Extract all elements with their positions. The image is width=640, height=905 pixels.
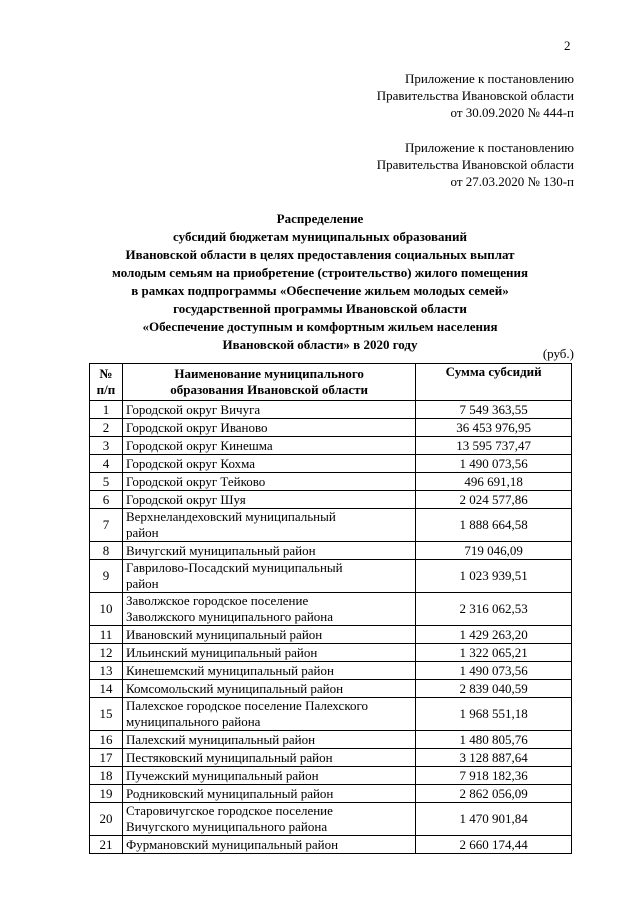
municipality-name-line: Комсомольский муниципальный район <box>125 680 344 696</box>
title-line: «Обеспечение доступным и комфортным жильем населения <box>142 319 498 334</box>
municipality-name-line: Заволжское городское поселение <box>125 593 309 608</box>
municipality-name-line: Родниковский муниципальный район <box>125 785 334 801</box>
row-number: 1 <box>90 401 123 419</box>
header-line: № <box>99 366 113 381</box>
municipality-name <box>122 731 415 749</box>
municipality-name <box>122 509 415 542</box>
municipality-name <box>122 767 415 785</box>
currency-unit: (руб.) <box>542 346 574 361</box>
row-number: 6 <box>90 491 123 509</box>
subsidy-amount: 2 862 056,09 <box>416 785 572 803</box>
header-line: Наименование муниципального <box>174 366 364 381</box>
table-body <box>90 401 572 854</box>
municipality-name-line: Городской округ Кохма <box>125 455 256 471</box>
subsidy-amount: 2 839 040,59 <box>416 680 572 698</box>
municipality-name <box>122 680 415 698</box>
municipality-name <box>122 644 415 662</box>
table-header-row <box>90 364 572 401</box>
table-row <box>90 626 572 644</box>
municipality-name <box>122 491 415 509</box>
table-row <box>90 560 572 593</box>
table-row <box>90 803 572 836</box>
municipality-name <box>122 455 415 473</box>
title-line: субсидий бюджетам муниципальных образований <box>173 229 467 244</box>
municipality-name <box>122 401 415 419</box>
row-number: 10 <box>90 593 123 626</box>
title-line: в рамках подпрограммы «Обеспечение жильем молодых семей» <box>131 283 509 298</box>
header-municipality <box>122 364 415 401</box>
subsidy-amount: 2 024 577,86 <box>416 491 572 509</box>
row-number: 17 <box>90 749 123 767</box>
municipality-name-line: Пестяковский муниципальный район <box>125 749 333 765</box>
subsidy-amount: 13 595 737,47 <box>416 437 572 455</box>
municipality-name-line: Ивановский муниципальный район <box>125 626 323 642</box>
municipality-name <box>122 626 415 644</box>
subsidy-amount: 1 480 805,76 <box>416 731 572 749</box>
header-number <box>90 364 123 401</box>
subsidy-amount: 496 691,18 <box>416 473 572 491</box>
municipality-name-line: Пучежский муниципальный район <box>125 767 319 783</box>
municipality-name-line: Городской округ Вичуга <box>125 401 261 417</box>
appendix-line: от 30.09.2020 № 444-п <box>450 105 574 120</box>
municipality-name <box>122 560 415 593</box>
municipality-name <box>122 698 415 731</box>
subsidy-amount: 2 660 174,44 <box>416 836 572 854</box>
subsidy-amount: 1 888 664,58 <box>416 509 572 542</box>
municipality-name-line: Заволжского муниципального района <box>125 609 334 624</box>
table-row <box>90 785 572 803</box>
table-row <box>90 593 572 626</box>
table-row <box>90 491 572 509</box>
row-number: 15 <box>90 698 123 731</box>
subsidy-amount: 1 490 073,56 <box>416 455 572 473</box>
subsidy-amount: 1 429 263,20 <box>416 626 572 644</box>
row-number: 21 <box>90 836 123 854</box>
table-row <box>90 455 572 473</box>
title-line: Ивановской области в целях предоставления социальных выплат <box>125 247 515 262</box>
subsidy-amount: 1 968 551,18 <box>416 698 572 731</box>
title-line: молодым семьям на приобретение (строительство) жилого помещения <box>112 265 528 280</box>
municipality-name-line: район <box>125 576 159 591</box>
municipality-name-line: муниципального района <box>125 714 261 729</box>
table-row <box>90 680 572 698</box>
document-title <box>66 210 574 354</box>
municipality-name <box>122 836 415 854</box>
subsidy-amount: 719 046,09 <box>416 542 572 560</box>
row-number: 19 <box>90 785 123 803</box>
appendix-reference-original <box>377 139 574 190</box>
subsidies-table <box>89 363 572 854</box>
row-number: 3 <box>90 437 123 455</box>
subsidy-amount: 3 128 887,64 <box>416 749 572 767</box>
table-row <box>90 419 572 437</box>
table-row <box>90 731 572 749</box>
row-number: 7 <box>90 509 123 542</box>
municipality-name <box>122 803 415 836</box>
header-line: п/п <box>96 382 116 397</box>
municipality-name-line: Городской округ Иваново <box>125 419 268 435</box>
appendix-line: Правительства Ивановской области <box>376 157 574 172</box>
table-row <box>90 437 572 455</box>
municipality-name <box>122 473 415 491</box>
municipality-name <box>122 662 415 680</box>
header-line: образования Ивановской области <box>170 382 369 397</box>
subsidy-amount: 36 453 976,95 <box>416 419 572 437</box>
row-number: 8 <box>90 542 123 560</box>
row-number: 2 <box>90 419 123 437</box>
table-row <box>90 401 572 419</box>
row-number: 20 <box>90 803 123 836</box>
row-number: 18 <box>90 767 123 785</box>
subsidy-amount: 7 549 363,55 <box>416 401 572 419</box>
municipality-name-line: Фурмановский муниципальный район <box>125 836 339 852</box>
municipality-name-line: Гаврилово-Посадский муниципальный <box>125 560 343 575</box>
municipality-name-line: Городской округ Кинешма <box>125 437 273 453</box>
table-row <box>90 836 572 854</box>
row-number: 14 <box>90 680 123 698</box>
subsidy-amount: 1 023 939,51 <box>416 560 572 593</box>
table-row <box>90 509 572 542</box>
table-row <box>90 662 572 680</box>
row-number: 5 <box>90 473 123 491</box>
title-line: Распределение <box>276 211 364 226</box>
row-number: 16 <box>90 731 123 749</box>
table-row <box>90 767 572 785</box>
municipality-name <box>122 419 415 437</box>
municipality-name-line: Палехский муниципальный район <box>125 731 316 747</box>
row-number: 12 <box>90 644 123 662</box>
appendix-line: Приложение к постановлению <box>404 71 574 86</box>
municipality-name <box>122 437 415 455</box>
row-number: 11 <box>90 626 123 644</box>
row-number: 4 <box>90 455 123 473</box>
municipality-name-line: Городской округ Шуя <box>125 491 246 507</box>
header-subsidy-amount: Сумма субсидий <box>416 364 572 401</box>
subsidy-amount: 7 918 182,36 <box>416 767 572 785</box>
subsidy-amount: 1 322 065,21 <box>416 644 572 662</box>
appendix-line: Правительства Ивановской области <box>376 88 574 103</box>
appendix-line: от 27.03.2020 № 130-п <box>450 174 574 189</box>
page-number: 2 <box>564 38 571 53</box>
table-row <box>90 644 572 662</box>
table-row <box>90 698 572 731</box>
municipality-name-line: Кинешемский муниципальный район <box>125 662 334 678</box>
appendix-reference-current <box>377 70 574 121</box>
municipality-name-line: Палехское городское поселение Палехского <box>125 698 368 713</box>
subsidy-amount: 2 316 062,53 <box>416 593 572 626</box>
row-number: 13 <box>90 662 123 680</box>
municipality-name <box>122 593 415 626</box>
table-row <box>90 749 572 767</box>
municipality-name-line: Вичугский муниципальный район <box>125 542 316 558</box>
table-row <box>90 473 572 491</box>
row-number: 9 <box>90 560 123 593</box>
title-line: государственной программы Ивановской области <box>173 301 467 316</box>
municipality-name <box>122 749 415 767</box>
municipality-name-line: Вичугского муниципального района <box>125 819 328 834</box>
municipality-name-line: Старовичугское городское поселение <box>125 803 333 818</box>
municipality-name-line: Городской округ Тейково <box>125 473 266 489</box>
appendix-line: Приложение к постановлению <box>404 140 574 155</box>
municipality-name <box>122 542 415 560</box>
title-line: Ивановской области» в 2020 году <box>222 337 418 352</box>
subsidy-amount: 1 470 901,84 <box>416 803 572 836</box>
municipality-name-line: Верхнеландеховский муниципальный <box>125 509 336 524</box>
subsidy-amount: 1 490 073,56 <box>416 662 572 680</box>
table-row <box>90 542 572 560</box>
municipality-name-line: район <box>125 525 159 540</box>
municipality-name-line: Ильинский муниципальный район <box>125 644 318 660</box>
municipality-name <box>122 785 415 803</box>
